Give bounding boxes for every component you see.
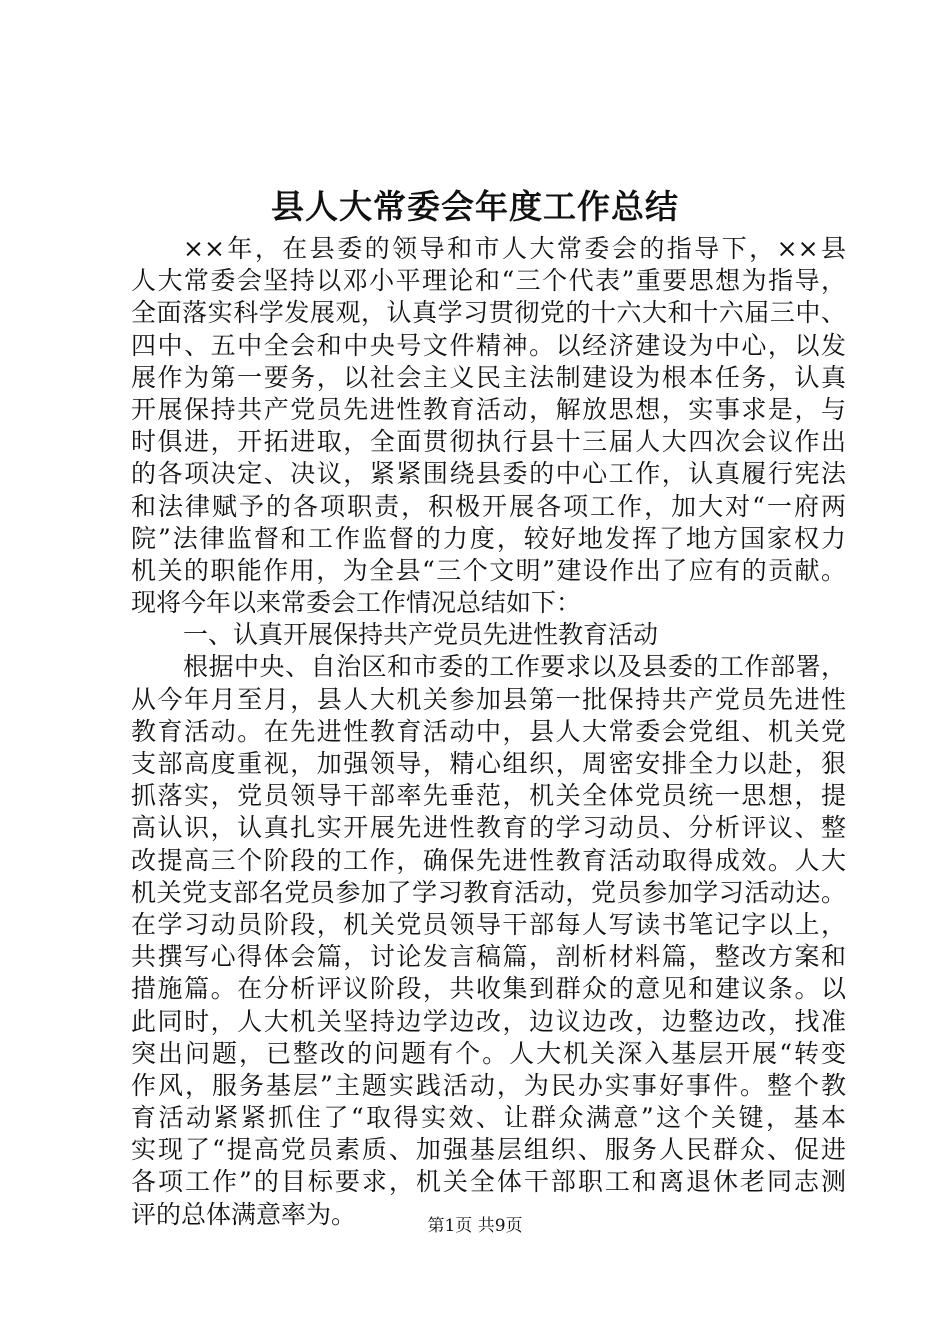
body-line: 从今年月至月，县人大机关参加县第一批保持共产党员先进性	[131, 684, 846, 714]
body-line: 支部高度重视，加强领导，精心组织，周密安排全力以赴，狠	[131, 749, 846, 778]
body-line: 一、认真开展保持共产党员先进性教育活动	[183, 620, 659, 650]
body-line: 全面落实科学发展观，认真学习贯彻党的十六大和十六届三中、	[131, 298, 846, 328]
body-line: 措施篇。在分析评议阶段，共收集到群众的意见和建议条。以	[131, 974, 846, 1004]
body-line: 改提高三个阶段的工作，确保先进性教育活动取得成效。人大	[131, 845, 846, 875]
document-body	[131, 233, 846, 1231]
body-line: 院”法律监督和工作监督的力度，较好地发挥了地方国家权力	[131, 523, 846, 553]
body-line: 人大常委会坚持以邓小平理论和“三个代表”重要思想为指导，	[131, 266, 846, 296]
body-line: 根据中央、自治区和市委的工作要求以及县委的工作部署，	[183, 652, 846, 682]
document-title: 县人大常委会年度工作总结	[271, 187, 679, 226]
body-line: 突出问题，已整改的问题有个。人大机关深入基层开展“转变	[131, 1038, 846, 1068]
body-line: 作风，服务基层”主题实践活动，为民办实事好事件。整个教	[131, 1070, 846, 1100]
body-line: 机关的职能作用，为全县“三个文明”建设作出了应有的贡献。	[131, 555, 846, 585]
body-line: 时俱进，开拓进取，全面贯彻执行县十三届人大四次会议作出	[131, 427, 846, 457]
body-line: 评的总体满意率为。	[131, 1199, 357, 1229]
body-line: 教育活动。在先进性教育活动中，县人大常委会党组、机关党	[131, 716, 846, 746]
body-line: ××年，在县委的领导和市人大常委会的指导下，××县	[183, 234, 846, 263]
body-line: 现将今年以来常委会工作情况总结如下：	[131, 588, 582, 618]
body-line: 此同时，人大机关坚持边学边改，边议边改，边整边改，找准	[131, 1006, 846, 1036]
body-line: 和法律赋予的各项职责，积极开展各项工作，加大对“一府两	[131, 491, 846, 521]
body-line: 抓落实，党员领导干部率先垂范，机关全体党员统一思想，提	[131, 781, 846, 811]
body-line: 实现了“提高党员素质、加强基层组织、服务人民群众、促进	[131, 1135, 846, 1165]
page-footer: 第1页 共9页	[427, 1216, 523, 1236]
body-line: 的各项决定、决议，紧紧围绕县委的中心工作，认真履行宪法	[131, 459, 846, 489]
body-line: 展作为第一要务，以社会主义民主法制建设为根本任务，认真	[131, 362, 846, 392]
body-line: 四中、五中全会和中央号文件精神。以经济建设为中心，以发	[131, 330, 846, 360]
body-line: 机关党支部名党员参加了学习教育活动，党员参加学习活动达。	[131, 877, 846, 907]
body-line: 在学习动员阶段，机关党员领导干部每人写读书笔记字以上，	[131, 909, 846, 939]
body-line: 各项工作”的目标要求，机关全体干部职工和离退休老同志测	[131, 1167, 846, 1197]
body-line: 育活动紧紧抓住了“取得实效、让群众满意”这个关键，基本	[131, 1103, 846, 1133]
body-line: 高认识，认真扎实开展先进性教育的学习动员、分析评议、整	[131, 813, 846, 843]
body-line: 共撰写心得体会篇，讨论发言稿篇，剖析材料篇，整改方案和	[131, 942, 846, 972]
body-line: 开展保持共产党员先进性教育活动，解放思想，实事求是，与	[131, 394, 846, 424]
